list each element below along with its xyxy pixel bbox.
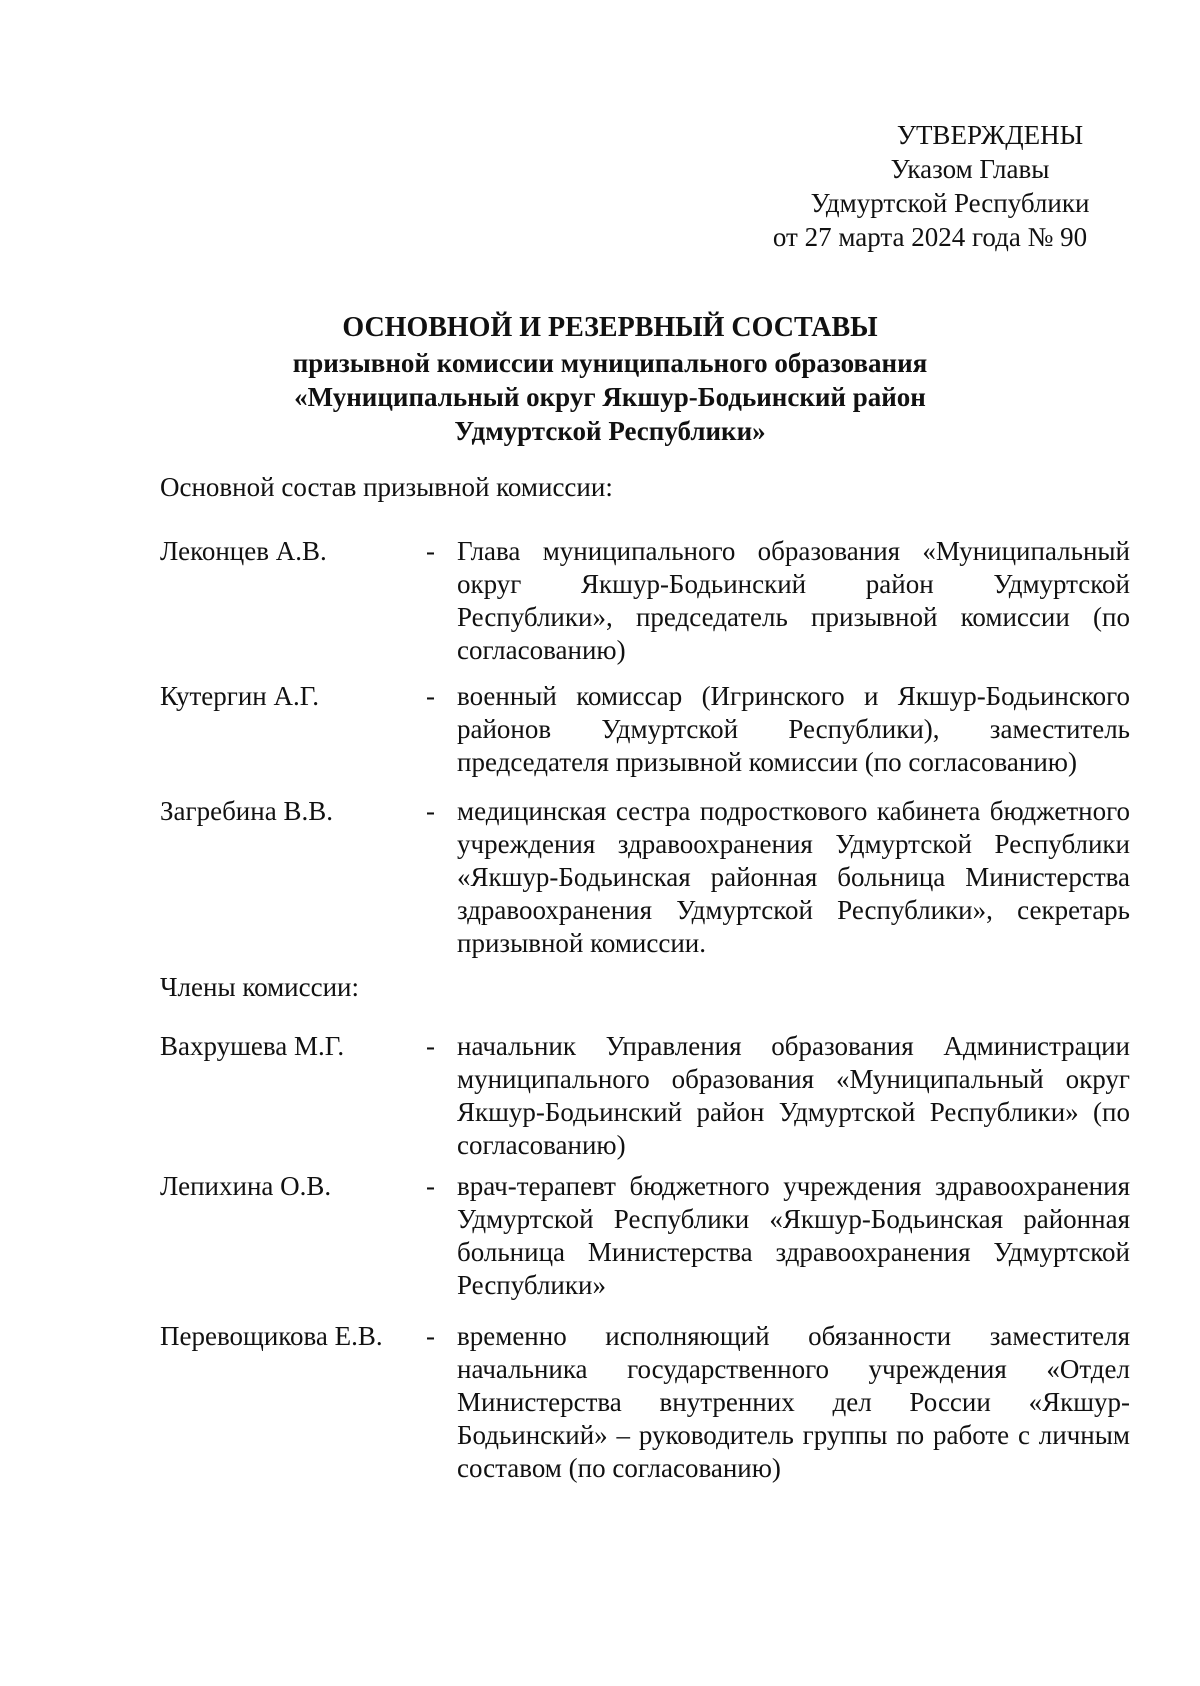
member-dash: - — [426, 1031, 435, 1061]
member-dash: - — [426, 1171, 435, 1201]
member-name: Кутергин А.Г. — [160, 681, 320, 711]
title-sub-2: «Муниципальный округ Якшур-Бодьинский район — [294, 382, 926, 412]
member-name: Загребина В.В. — [160, 796, 333, 826]
member-description: врач-терапевт бюджетного учреждения здравоохранения Удмуртской Республики «Якшур-Бодьинская районная больница Министерства здравоохранения Удмуртской Республики» — [457, 1171, 1130, 1300]
member-entry — [160, 1170, 1130, 1302]
member-name: Перевощикова Е.В. — [160, 1321, 383, 1351]
member-entry — [160, 795, 1130, 960]
member-description: медицинская сестра подросткового кабинета бюджетного учреждения здравоохранения Удмуртской Республики «Якшур-Бодьинская районная больница Министерства здравоохранения Удмуртской Республики», секретарь призывной комиссии. — [457, 796, 1130, 958]
member-entry — [160, 535, 1130, 667]
approval-line-republic: Удмуртской Республики — [810, 188, 1090, 218]
member-description: временно исполняющий обязанности заместителя начальника государственного учреждения «Отдел Министерства внутренних дел России «Якшур-Бодьинский» – руководитель группы по работе с личным составом (по согласованию) — [457, 1321, 1130, 1483]
approval-line-date: от 27 марта 2024 года № 90 — [772, 222, 1088, 252]
main-section-heading: Основной состав призывной комиссии: — [160, 472, 613, 502]
member-description: военный комиссар (Игринского и Якшур-Бодьинского районов Удмуртской Республики), заместитель председателя призывной комиссии (по согласованию) — [457, 681, 1130, 777]
title-sub-3: Удмуртской Республики» — [454, 416, 766, 446]
approval-line-approved: УТВЕРЖДЕНЫ — [896, 120, 1084, 150]
document-title — [180, 310, 1040, 448]
member-name: Леконцев А.В. — [160, 536, 327, 566]
member-entry — [160, 680, 1130, 779]
member-entry — [160, 1320, 1130, 1485]
member-entry — [160, 1030, 1130, 1162]
members-section-heading: Члены комиссии: — [160, 972, 359, 1002]
member-description: начальник Управления образования Администрации муниципального образования «Муниципальный округ Якшур-Бодьинский район Удмуртской Республики» (по согласованию) — [457, 1031, 1130, 1160]
member-dash: - — [426, 681, 435, 711]
member-dash: - — [426, 1321, 435, 1351]
title-sub-1: призывной комиссии муниципального образования — [292, 348, 928, 378]
approval-line-decree: Указом Главы — [890, 154, 1050, 184]
member-name: Вахрушева М.Г. — [160, 1031, 345, 1061]
member-name: Лепихина О.В. — [160, 1171, 332, 1201]
member-dash: - — [426, 796, 435, 826]
member-description: Глава муниципального образования «Муниципальный округ Якшур-Бодьинский район Удмуртской Республики», председатель призывной комиссии (по согласованию) — [457, 536, 1130, 665]
title-main: ОСНОВНОЙ И РЕЗЕРВНЫЙ СОСТАВЫ — [342, 312, 878, 343]
member-dash: - — [426, 536, 435, 566]
approval-stamp — [700, 118, 1170, 254]
